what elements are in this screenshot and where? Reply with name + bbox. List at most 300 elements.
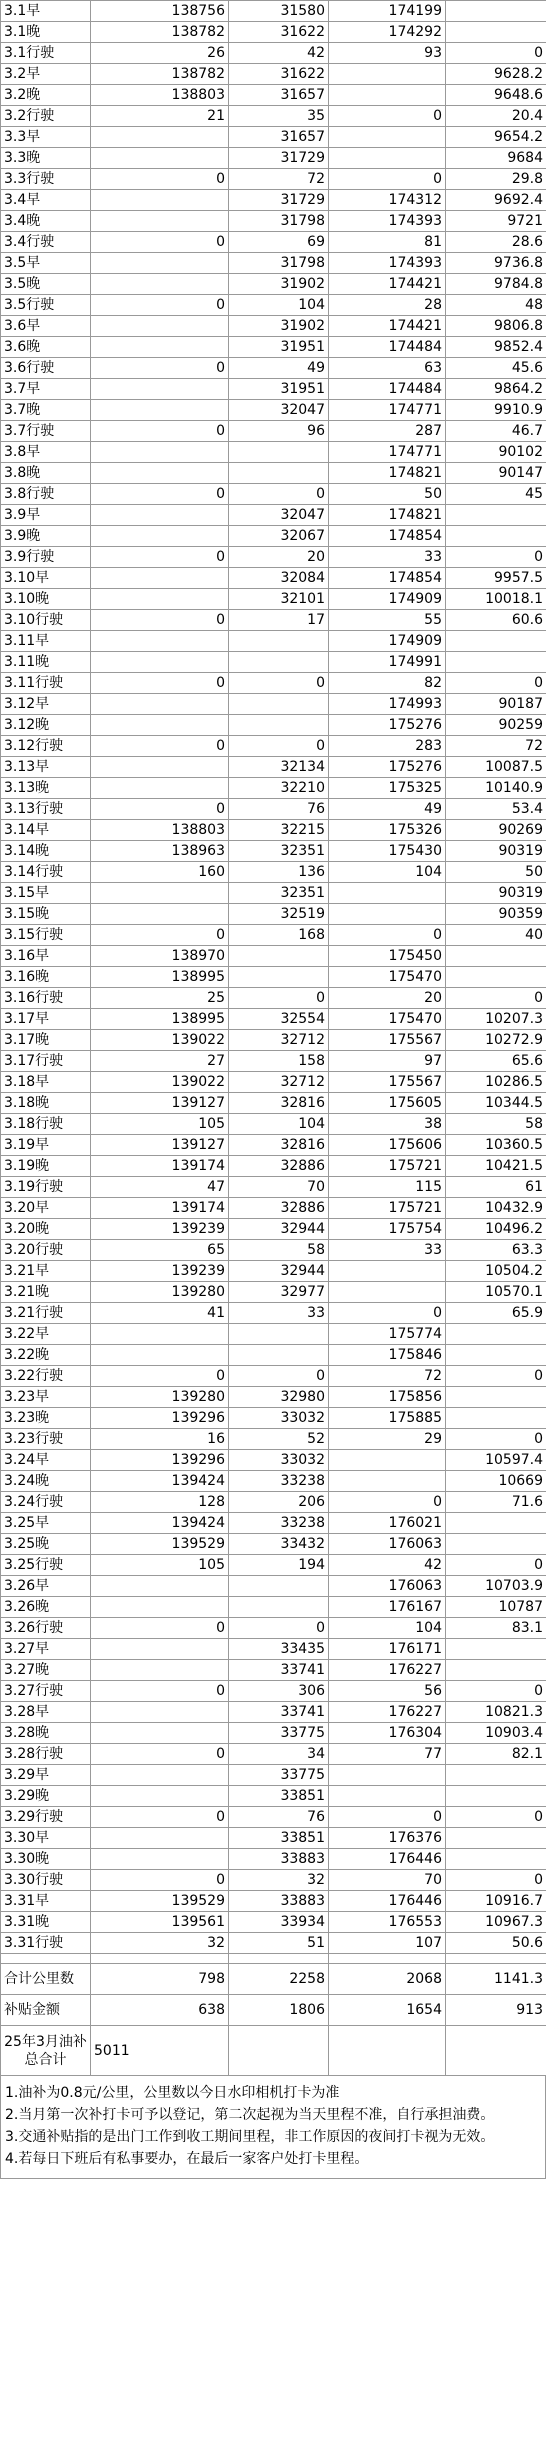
table-row bbox=[1, 904, 546, 925]
mileage-cell: 139174 bbox=[91, 1198, 229, 1219]
table-row bbox=[1, 1, 546, 22]
table-row bbox=[1, 799, 546, 820]
row-label: 3.23早 bbox=[1, 1387, 91, 1408]
mileage-cell: 25 bbox=[91, 988, 229, 1009]
mileage-cell bbox=[446, 652, 546, 673]
mileage-cell: 139424 bbox=[91, 1471, 229, 1492]
table-row bbox=[1, 736, 546, 757]
mileage-cell: 174393 bbox=[329, 211, 446, 232]
row-label: 3.29晚 bbox=[1, 1786, 91, 1807]
mileage-table-body bbox=[1, 1, 546, 1954]
table-row bbox=[1, 1387, 546, 1408]
mileage-cell: 0 bbox=[91, 1807, 229, 1828]
mileage-cell bbox=[91, 1597, 229, 1618]
mileage-cell: 139529 bbox=[91, 1534, 229, 1555]
mileage-cell: 96 bbox=[229, 421, 329, 442]
row-label: 3.2行驶 bbox=[1, 106, 91, 127]
table-row bbox=[1, 1177, 546, 1198]
mileage-cell: 10272.9 bbox=[446, 1030, 546, 1051]
row-label: 3.20晚 bbox=[1, 1219, 91, 1240]
mileage-cell bbox=[446, 631, 546, 652]
table-row bbox=[1, 211, 546, 232]
mileage-cell: 176227 bbox=[329, 1660, 446, 1681]
table-row bbox=[1, 1513, 546, 1534]
mileage-cell bbox=[91, 190, 229, 211]
mileage-cell: 0 bbox=[91, 421, 229, 442]
mileage-cell: 33851 bbox=[229, 1786, 329, 1807]
table-row bbox=[1, 1429, 546, 1450]
mileage-cell bbox=[91, 715, 229, 736]
mileage-cell: 139561 bbox=[91, 1912, 229, 1933]
row-label: 3.25晚 bbox=[1, 1534, 91, 1555]
mileage-cell: 32210 bbox=[229, 778, 329, 799]
mileage-cell: 32816 bbox=[229, 1093, 329, 1114]
mileage-cell: 41 bbox=[91, 1303, 229, 1324]
row-label: 3.25早 bbox=[1, 1513, 91, 1534]
total-km-cell: 2068 bbox=[329, 1964, 446, 1995]
row-label: 3.31晚 bbox=[1, 1912, 91, 1933]
mileage-cell: 174993 bbox=[329, 694, 446, 715]
row-label: 3.17早 bbox=[1, 1009, 91, 1030]
note-line: 2.当月第一次补打卡可予以登记，第二次起视为当天里程不准，自行承担油费。 bbox=[5, 2107, 495, 2123]
row-label: 3.12早 bbox=[1, 694, 91, 715]
mileage-cell: 175567 bbox=[329, 1072, 446, 1093]
mileage-cell: 0 bbox=[229, 484, 329, 505]
mileage-cell: 16 bbox=[91, 1429, 229, 1450]
table-row bbox=[1, 232, 546, 253]
mileage-cell bbox=[446, 1345, 546, 1366]
mileage-cell bbox=[229, 1345, 329, 1366]
mileage-cell: 35 bbox=[229, 106, 329, 127]
mileage-cell bbox=[229, 631, 329, 652]
row-label: 3.26行驶 bbox=[1, 1618, 91, 1639]
row-label: 3.1晚 bbox=[1, 22, 91, 43]
mileage-cell: 32886 bbox=[229, 1198, 329, 1219]
note-line: 4.若每日下班后有私事要办，在最后一家客户处打卡里程。 bbox=[5, 2151, 369, 2167]
mileage-cell: 9628.2 bbox=[446, 64, 546, 85]
row-label: 3.3行驶 bbox=[1, 169, 91, 190]
table-row bbox=[1, 1828, 546, 1849]
mileage-cell: 139239 bbox=[91, 1261, 229, 1282]
mileage-cell bbox=[91, 442, 229, 463]
mileage-cell: 0 bbox=[229, 988, 329, 1009]
mileage-cell: 31729 bbox=[229, 148, 329, 169]
table-row bbox=[1, 295, 546, 316]
mileage-cell: 32084 bbox=[229, 568, 329, 589]
mileage-cell: 175606 bbox=[329, 1135, 446, 1156]
mileage-cell bbox=[446, 1828, 546, 1849]
mileage-cell: 139529 bbox=[91, 1891, 229, 1912]
mileage-cell bbox=[329, 85, 446, 106]
mileage-cell: 174312 bbox=[329, 190, 446, 211]
row-label: 3.15行驶 bbox=[1, 925, 91, 946]
table-row bbox=[1, 274, 546, 295]
mileage-cell: 72 bbox=[446, 736, 546, 757]
row-label: 3.3早 bbox=[1, 127, 91, 148]
mileage-cell: 9648.6 bbox=[446, 85, 546, 106]
row-label: 3.4行驶 bbox=[1, 232, 91, 253]
mileage-cell: 61 bbox=[446, 1177, 546, 1198]
table-row bbox=[1, 253, 546, 274]
mileage-cell: 158 bbox=[229, 1051, 329, 1072]
mileage-cell: 0 bbox=[91, 799, 229, 820]
mileage-cell: 0 bbox=[229, 1618, 329, 1639]
row-label: 3.14行驶 bbox=[1, 862, 91, 883]
mileage-cell: 174421 bbox=[329, 316, 446, 337]
summary-block bbox=[1, 1954, 546, 2076]
table-row bbox=[1, 652, 546, 673]
table-row bbox=[1, 1912, 546, 1933]
row-label: 3.21行驶 bbox=[1, 1303, 91, 1324]
mileage-cell bbox=[329, 1786, 446, 1807]
mileage-cell: 175450 bbox=[329, 946, 446, 967]
mileage-cell bbox=[446, 526, 546, 547]
mileage-cell bbox=[91, 316, 229, 337]
mileage-cell: 0 bbox=[91, 358, 229, 379]
table-row bbox=[1, 316, 546, 337]
mileage-cell: 38 bbox=[329, 1114, 446, 1135]
mileage-cell: 32886 bbox=[229, 1156, 329, 1177]
mileage-cell: 174199 bbox=[329, 1, 446, 22]
table-row bbox=[1, 1072, 546, 1093]
table-row bbox=[1, 442, 546, 463]
grand-total-label: 25年3月油补总合计 bbox=[1, 2026, 91, 2076]
mileage-cell: 34 bbox=[229, 1744, 329, 1765]
mileage-cell bbox=[91, 211, 229, 232]
mileage-cell bbox=[91, 904, 229, 925]
row-label: 3.21早 bbox=[1, 1261, 91, 1282]
mileage-cell: 0 bbox=[329, 1303, 446, 1324]
mileage-cell: 174292 bbox=[329, 22, 446, 43]
mileage-cell: 72 bbox=[229, 169, 329, 190]
mileage-cell: 174393 bbox=[329, 253, 446, 274]
mileage-cell: 139280 bbox=[91, 1387, 229, 1408]
mileage-cell: 46.7 bbox=[446, 421, 546, 442]
subsidy-cell: 1654 bbox=[329, 1995, 446, 2026]
mileage-cell bbox=[446, 22, 546, 43]
mileage-cell: 174771 bbox=[329, 400, 446, 421]
spacer-row bbox=[1, 1954, 546, 1964]
table-row bbox=[1, 22, 546, 43]
mileage-cell: 0 bbox=[91, 232, 229, 253]
mileage-cell: 115 bbox=[329, 1177, 446, 1198]
row-label: 3.8行驶 bbox=[1, 484, 91, 505]
mileage-cell: 21 bbox=[91, 106, 229, 127]
row-label: 3.13晚 bbox=[1, 778, 91, 799]
table-row bbox=[1, 778, 546, 799]
mileage-cell: 65.6 bbox=[446, 1051, 546, 1072]
mileage-cell: 168 bbox=[229, 925, 329, 946]
mileage-cell bbox=[446, 1786, 546, 1807]
mileage-cell: 10903.4 bbox=[446, 1723, 546, 1744]
row-label: 3.18晚 bbox=[1, 1093, 91, 1114]
mileage-cell bbox=[446, 1513, 546, 1534]
mileage-cell: 65 bbox=[91, 1240, 229, 1261]
table-row bbox=[1, 1303, 546, 1324]
mileage-cell bbox=[229, 442, 329, 463]
mileage-cell bbox=[91, 1828, 229, 1849]
mileage-cell: 174854 bbox=[329, 568, 446, 589]
mileage-cell bbox=[446, 946, 546, 967]
mileage-cell bbox=[91, 568, 229, 589]
mileage-cell: 32067 bbox=[229, 526, 329, 547]
mileage-cell: 138963 bbox=[91, 841, 229, 862]
mileage-cell: 174909 bbox=[329, 589, 446, 610]
mileage-cell: 31622 bbox=[229, 64, 329, 85]
mileage-cell: 0 bbox=[91, 610, 229, 631]
mileage-cell: 33032 bbox=[229, 1450, 329, 1471]
mileage-cell: 10787 bbox=[446, 1597, 546, 1618]
total-km-cell: 1141.3 bbox=[446, 1964, 546, 1995]
mileage-cell: 160 bbox=[91, 862, 229, 883]
row-label: 3.9晚 bbox=[1, 526, 91, 547]
table-row bbox=[1, 1366, 546, 1387]
table-row bbox=[1, 1135, 546, 1156]
mileage-cell bbox=[229, 715, 329, 736]
mileage-cell: 83.1 bbox=[446, 1618, 546, 1639]
table-row bbox=[1, 1849, 546, 1870]
table-row bbox=[1, 1660, 546, 1681]
mileage-cell: 45.6 bbox=[446, 358, 546, 379]
mileage-cell: 0 bbox=[446, 1807, 546, 1828]
table-row bbox=[1, 568, 546, 589]
row-label: 3.23行驶 bbox=[1, 1429, 91, 1450]
mileage-cell: 0 bbox=[329, 106, 446, 127]
row-label: 3.16晚 bbox=[1, 967, 91, 988]
row-label: 3.9早 bbox=[1, 505, 91, 526]
mileage-cell: 52 bbox=[229, 1429, 329, 1450]
row-label: 3.13行驶 bbox=[1, 799, 91, 820]
mileage-cell: 9692.4 bbox=[446, 190, 546, 211]
mileage-cell: 33934 bbox=[229, 1912, 329, 1933]
row-label: 3.22行驶 bbox=[1, 1366, 91, 1387]
mileage-cell: 32134 bbox=[229, 757, 329, 778]
mileage-cell: 10360.5 bbox=[446, 1135, 546, 1156]
mileage-cell: 139424 bbox=[91, 1513, 229, 1534]
mileage-cell: 58 bbox=[229, 1240, 329, 1261]
mileage-cell: 107 bbox=[329, 1933, 446, 1954]
mileage-cell: 33851 bbox=[229, 1828, 329, 1849]
mileage-cell bbox=[91, 148, 229, 169]
row-label: 3.20行驶 bbox=[1, 1240, 91, 1261]
mileage-cell bbox=[91, 337, 229, 358]
mileage-cell: 33238 bbox=[229, 1471, 329, 1492]
mileage-cell: 139239 bbox=[91, 1219, 229, 1240]
row-label: 3.30晚 bbox=[1, 1849, 91, 1870]
mileage-cell: 136 bbox=[229, 862, 329, 883]
row-label: 3.4晚 bbox=[1, 211, 91, 232]
mileage-cell: 27 bbox=[91, 1051, 229, 1072]
mileage-cell: 32519 bbox=[229, 904, 329, 925]
mileage-cell: 71.6 bbox=[446, 1492, 546, 1513]
mileage-cell: 33032 bbox=[229, 1408, 329, 1429]
mileage-cell: 47 bbox=[91, 1177, 229, 1198]
table-row bbox=[1, 589, 546, 610]
mileage-cell: 45 bbox=[446, 484, 546, 505]
mileage-cell bbox=[91, 463, 229, 484]
mileage-cell: 174854 bbox=[329, 526, 446, 547]
mileage-cell bbox=[446, 1324, 546, 1345]
table-row bbox=[1, 1723, 546, 1744]
table-row bbox=[1, 1093, 546, 1114]
table-row bbox=[1, 64, 546, 85]
mileage-cell: 138995 bbox=[91, 967, 229, 988]
row-label: 3.24早 bbox=[1, 1450, 91, 1471]
mileage-cell bbox=[91, 253, 229, 274]
mileage-cell: 0 bbox=[229, 1366, 329, 1387]
mileage-cell: 10140.9 bbox=[446, 778, 546, 799]
row-label: 3.24晚 bbox=[1, 1471, 91, 1492]
row-label: 3.26晚 bbox=[1, 1597, 91, 1618]
mileage-cell: 139022 bbox=[91, 1072, 229, 1093]
mileage-cell: 175774 bbox=[329, 1324, 446, 1345]
row-label: 3.30行驶 bbox=[1, 1870, 91, 1891]
table-row bbox=[1, 1681, 546, 1702]
mileage-cell: 60.6 bbox=[446, 610, 546, 631]
mileage-cell bbox=[91, 1849, 229, 1870]
mileage-cell: 138803 bbox=[91, 85, 229, 106]
mileage-cell: 0 bbox=[91, 1681, 229, 1702]
mileage-cell: 9721 bbox=[446, 211, 546, 232]
table-row bbox=[1, 694, 546, 715]
mileage-cell: 28 bbox=[329, 295, 446, 316]
mileage-cell: 90259 bbox=[446, 715, 546, 736]
table-row bbox=[1, 1261, 546, 1282]
row-label: 3.9行驶 bbox=[1, 547, 91, 568]
mileage-cell: 9806.8 bbox=[446, 316, 546, 337]
mileage-cell: 174484 bbox=[329, 379, 446, 400]
mileage-cell bbox=[229, 1597, 329, 1618]
mileage-cell: 70 bbox=[229, 1177, 329, 1198]
mileage-cell: 0 bbox=[446, 1555, 546, 1576]
mileage-cell: 175721 bbox=[329, 1198, 446, 1219]
mileage-cell: 32351 bbox=[229, 841, 329, 862]
table-row bbox=[1, 1282, 546, 1303]
mileage-cell: 48 bbox=[446, 295, 546, 316]
mileage-cell: 175325 bbox=[329, 778, 446, 799]
mileage-cell: 32101 bbox=[229, 589, 329, 610]
mileage-cell: 0 bbox=[446, 1870, 546, 1891]
total-km-cell: 2258 bbox=[229, 1964, 329, 1995]
row-label: 3.6早 bbox=[1, 316, 91, 337]
row-label: 3.10晚 bbox=[1, 589, 91, 610]
mileage-cell: 0 bbox=[446, 547, 546, 568]
row-label: 3.24行驶 bbox=[1, 1492, 91, 1513]
notes-block bbox=[0, 2076, 546, 2179]
table-row bbox=[1, 1114, 546, 1135]
mileage-cell: 32712 bbox=[229, 1072, 329, 1093]
mileage-cell: 206 bbox=[229, 1492, 329, 1513]
mileage-cell: 90319 bbox=[446, 841, 546, 862]
mileage-cell: 40 bbox=[446, 925, 546, 946]
mileage-cell: 77 bbox=[329, 1744, 446, 1765]
mileage-cell: 33 bbox=[229, 1303, 329, 1324]
mileage-cell: 0 bbox=[91, 484, 229, 505]
total-km-cell: 798 bbox=[91, 1964, 229, 1995]
mileage-cell: 10496.2 bbox=[446, 1219, 546, 1240]
mileage-cell: 26 bbox=[91, 43, 229, 64]
mileage-cell: 97 bbox=[329, 1051, 446, 1072]
row-label: 3.5晚 bbox=[1, 274, 91, 295]
row-label: 3.12晚 bbox=[1, 715, 91, 736]
mileage-cell bbox=[229, 1576, 329, 1597]
table-row bbox=[1, 1408, 546, 1429]
table-row bbox=[1, 883, 546, 904]
mileage-cell: 32351 bbox=[229, 883, 329, 904]
mileage-cell: 0 bbox=[446, 1429, 546, 1450]
mileage-cell: 138803 bbox=[91, 820, 229, 841]
row-label: 3.15早 bbox=[1, 883, 91, 904]
row-label: 3.27晚 bbox=[1, 1660, 91, 1681]
table-row bbox=[1, 505, 546, 526]
row-label: 3.25行驶 bbox=[1, 1555, 91, 1576]
row-label: 3.19晚 bbox=[1, 1156, 91, 1177]
mileage-cell: 9736.8 bbox=[446, 253, 546, 274]
mileage-cell bbox=[91, 1324, 229, 1345]
row-label: 3.10早 bbox=[1, 568, 91, 589]
mileage-cell: 138782 bbox=[91, 64, 229, 85]
table-row bbox=[1, 967, 546, 988]
row-label: 3.8晚 bbox=[1, 463, 91, 484]
mileage-cell: 139296 bbox=[91, 1450, 229, 1471]
subsidy-cell: 913 bbox=[446, 1995, 546, 2026]
row-label: 3.16早 bbox=[1, 946, 91, 967]
mileage-cell: 32816 bbox=[229, 1135, 329, 1156]
row-label: 3.16行驶 bbox=[1, 988, 91, 1009]
mileage-cell: 69 bbox=[229, 232, 329, 253]
mileage-cell: 20.4 bbox=[446, 106, 546, 127]
row-label: 3.27早 bbox=[1, 1639, 91, 1660]
mileage-cell bbox=[91, 400, 229, 421]
mileage-cell: 31657 bbox=[229, 127, 329, 148]
mileage-cell bbox=[91, 379, 229, 400]
mileage-cell: 139127 bbox=[91, 1135, 229, 1156]
mileage-cell bbox=[329, 1765, 446, 1786]
mileage-cell: 128 bbox=[91, 1492, 229, 1513]
total-km-label: 合计公里数 bbox=[1, 1964, 91, 1995]
mileage-cell: 50 bbox=[329, 484, 446, 505]
mileage-cell: 31657 bbox=[229, 85, 329, 106]
mileage-cell bbox=[91, 127, 229, 148]
table-row bbox=[1, 484, 546, 505]
subsidy-cell: 1806 bbox=[229, 1995, 329, 2026]
mileage-cell: 175430 bbox=[329, 841, 446, 862]
grand-total-row bbox=[1, 2026, 546, 2076]
mileage-cell: 176063 bbox=[329, 1534, 446, 1555]
mileage-cell: 10087.5 bbox=[446, 757, 546, 778]
mileage-cell bbox=[229, 1324, 329, 1345]
table-row bbox=[1, 1765, 546, 1786]
table-row bbox=[1, 1807, 546, 1828]
table-row bbox=[1, 1891, 546, 1912]
mileage-cell: 10570.1 bbox=[446, 1282, 546, 1303]
table-row bbox=[1, 1198, 546, 1219]
mileage-cell: 33775 bbox=[229, 1765, 329, 1786]
mileage-cell: 50 bbox=[446, 862, 546, 883]
mileage-cell: 175326 bbox=[329, 820, 446, 841]
table-row bbox=[1, 1051, 546, 1072]
mileage-cell: 175470 bbox=[329, 1009, 446, 1030]
mileage-cell: 0 bbox=[446, 673, 546, 694]
mileage-cell bbox=[329, 148, 446, 169]
table-row bbox=[1, 925, 546, 946]
total-km-row bbox=[1, 1964, 546, 1995]
mileage-cell: 33 bbox=[329, 1240, 446, 1261]
mileage-cell: 32 bbox=[229, 1870, 329, 1891]
mileage-cell bbox=[91, 757, 229, 778]
mileage-cell: 32047 bbox=[229, 505, 329, 526]
table-row bbox=[1, 820, 546, 841]
